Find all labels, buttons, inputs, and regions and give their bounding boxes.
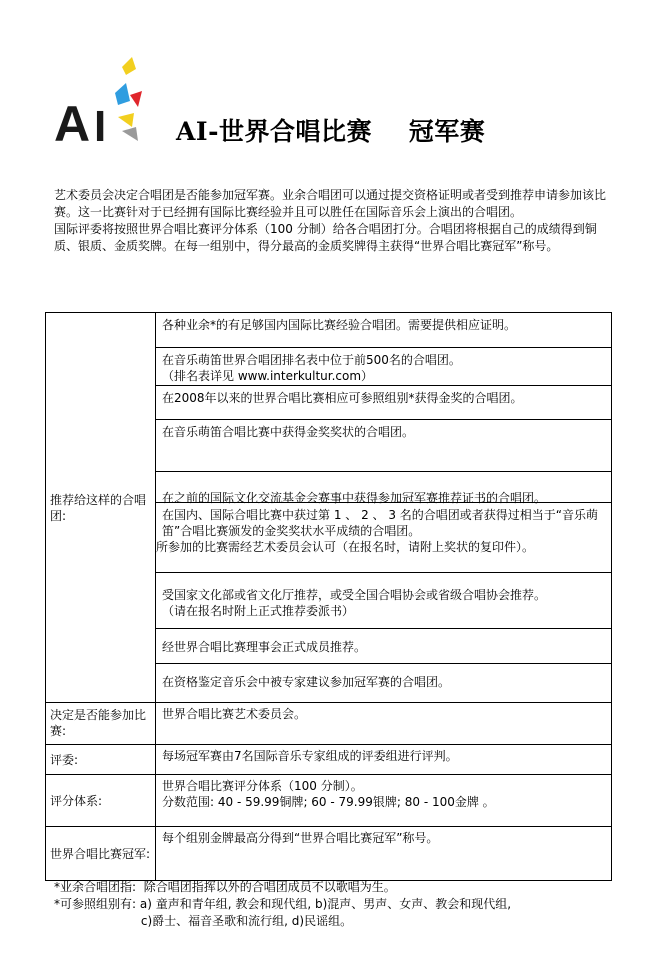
row-label: 决定是否能参加比赛: <box>46 703 156 745</box>
recommend-label: 推荐给这样的合唱团: <box>46 313 156 703</box>
logo-icon <box>52 55 152 145</box>
footnote-categories: *可参照组别有: a) 童声和青年组, 教会和现代组, b)混声、男声、女声、教会和现代组, c)爵士、福音圣歌和流行组, d)民谣组。 <box>54 897 512 928</box>
intro-paragraph: 艺术委员会决定合唱团是否能参加冠军赛。业余合唱团可以通过提交资格证明或者受到推荐申请参加该比赛。这一比赛针对于已经拥有国际比赛经验并且可以胜任在国际音乐会上演出的合唱团。 <box>54 188 607 219</box>
row-label: 世界合唱比赛冠军: <box>46 827 156 881</box>
list-item: 在2008年以来的世界合唱比赛相应可参照组别*获得金奖的合唱团。 <box>156 386 611 420</box>
table-row <box>46 827 612 881</box>
svg-text:I: I <box>94 102 107 145</box>
table-row <box>46 745 612 775</box>
rules-table <box>45 312 612 881</box>
table-row <box>46 775 612 827</box>
list-item: 在资格鉴定音乐会中被专家建议参加冠军赛的合唱团。 <box>162 675 451 689</box>
row-value: 每个组别金牌最高分得到“世界合唱比赛冠军”称号。 <box>156 827 612 881</box>
list-item: 各种业余*的有足够国内国际比赛经验合唱团。需要提供相应证明。 <box>156 313 611 348</box>
list-item: 在国内、国际合唱比赛中获过第 1 、 2 、 3 名的合唱团或者获得过相当于“音乐萌笛”合唱比赛颁发的金奖奖状水平成绩的合唱团。 所参加的比赛需经艺术委员会认可（在报名时，请附上奖状的复印件）。 <box>156 503 611 573</box>
intro-text <box>54 187 619 255</box>
row-label: 评分体系: <box>46 775 156 827</box>
ai-logo <box>52 55 152 145</box>
row-value: 世界合唱比赛评分体系（100 分制）。 分数范围: 40 - 59.99铜牌; 60 - 79.99银牌; 80 - 100金牌 。 <box>156 775 612 827</box>
row-value: 每场冠军赛由7名国际音乐专家组成的评委组进行评判。 <box>156 745 612 775</box>
footnotes <box>54 879 511 930</box>
row-label: 评委: <box>46 745 156 775</box>
page-title: AI-世界合唱比赛 冠军赛 <box>176 117 486 146</box>
list-item: 在之前的国际文化交流基金会赛事中获得参加冠军赛推荐证书的合唱团。 <box>156 472 611 503</box>
footnote-amateur: *业余合唱团指: 除合唱团指挥以外的合唱团成员不以歌唱为生。 <box>54 880 396 894</box>
intro-paragraph: 国际评委将按照世界合唱比赛评分体系（100 分制）给各合唱团打分。合唱团将根据自己的成绩得到铜质、银质、金质奖牌。在每一组别中，得分最高的金质奖牌得主获得“世界合唱比赛冠军”称号。 <box>54 222 597 253</box>
recommend-list <box>156 313 612 703</box>
list-item: 受国家文化部或省文化厅推荐，或受全国合唱协会或省级合唱协会推荐。 （请在报名时附上正式推荐委派书） <box>156 573 611 629</box>
list-item: 经世界合唱比赛理事会正式成员推荐。 <box>156 629 611 664</box>
table-row <box>46 313 612 703</box>
svg-text:A: A <box>54 96 91 145</box>
list-item: 在音乐萌笛合唱比赛中获得金奖奖状的合唱团。 <box>156 420 611 472</box>
list-item: 在音乐萌笛世界合唱团排名表中位于前500名的合唱团。 （排名表详见 www.interkultur.com） <box>156 348 611 386</box>
row-value: 世界合唱比赛艺术委员会。 <box>156 703 612 745</box>
table-row <box>46 703 612 745</box>
